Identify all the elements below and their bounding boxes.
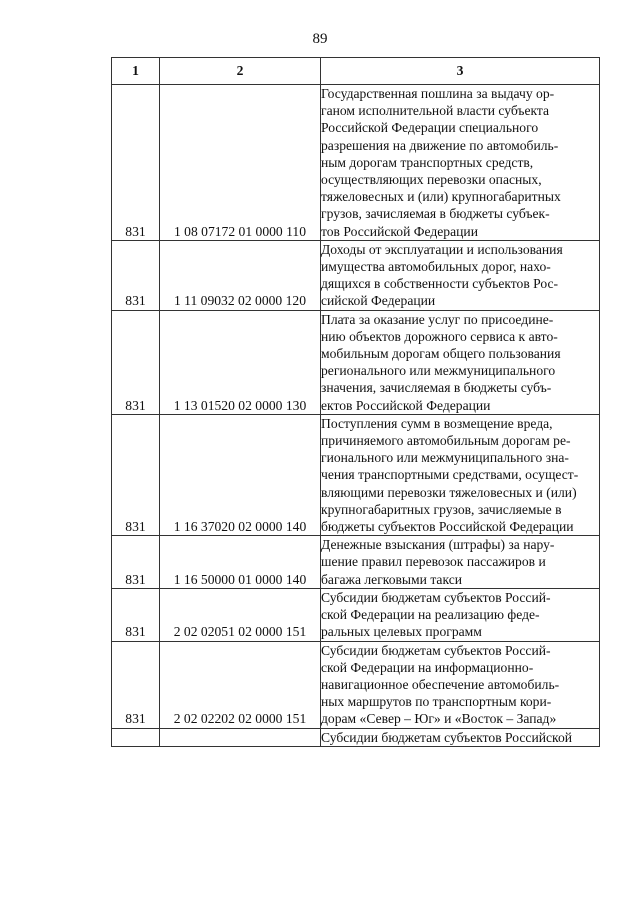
description-line: Российской Федерации специального (321, 120, 539, 136)
description-cell (321, 536, 600, 589)
description-line: значения, зачисляемая в бюджеты субъ- (321, 380, 552, 396)
description-line: Субсидии бюджетам субъектов Россий- (321, 642, 551, 658)
description-line: ных маршрутов по транспортным кори- (321, 694, 552, 710)
description-line: дящихся в собственности субъектов Рос- (321, 276, 559, 292)
revenue-code-cell: 1 13 01520 02 0000 130 (160, 310, 321, 414)
description-line: Доходы от эксплуатации и использования (321, 241, 563, 257)
description-cell (321, 85, 600, 241)
description-cell (321, 641, 600, 728)
description-line: бюджеты субъектов Российской Федерации (321, 519, 574, 535)
description-line: багажа легковыми такси (321, 571, 463, 587)
description-cell (321, 728, 600, 746)
description-line: Субсидии бюджетам субъектов Россий- (321, 589, 551, 605)
description-cell (321, 240, 600, 310)
revenue-code-cell: 1 08 07172 01 0000 110 (160, 85, 321, 241)
admin-code-cell: 831 (112, 588, 160, 641)
description-line: Субсидии бюджетам субъектов Российской (321, 729, 573, 745)
description-line: нию объектов дорожного сервиса к авто- (321, 328, 558, 344)
admin-code-cell (112, 728, 160, 746)
description-line: грузов, зачисляемая в бюджеты субъек- (321, 206, 550, 222)
table-row (112, 536, 600, 589)
description-line: дорам «Север – Юг» и «Восток – Запад» (321, 711, 557, 727)
page-number: 89 (312, 31, 328, 47)
description-line: крупногабаритных грузов, зачисляемые в (321, 501, 562, 517)
description-line: Плата за оказание услуг по присоедине- (321, 311, 554, 327)
description-line: вляющими перевозки тяжеловесных и (или) (321, 484, 577, 500)
description-line: разрешения на движение по автомобиль- (321, 137, 559, 153)
description-line: ральных целевых программ (321, 624, 482, 640)
table-row (112, 240, 600, 310)
table-row (112, 641, 600, 728)
revenue-code-cell: 2 02 02051 02 0000 151 (160, 588, 321, 641)
description-line: ным дорогам транспортных средств, (321, 154, 534, 170)
table-row (112, 728, 600, 746)
admin-code-cell: 831 (112, 536, 160, 589)
description-line: имущества автомобильных дорог, нахо- (321, 259, 551, 275)
table-row (112, 310, 600, 414)
table-row (112, 414, 600, 535)
revenue-code-cell: 1 16 37020 02 0000 140 (160, 414, 321, 535)
description-line: ской Федерации на информационно- (321, 659, 534, 675)
description-line: осуществляющих перевозки опасных, (321, 172, 542, 188)
header-col-3: 3 (321, 58, 600, 85)
admin-code-cell: 831 (112, 641, 160, 728)
revenue-code-cell: 2 02 02202 02 0000 151 (160, 641, 321, 728)
description-line: ганом исполнительной власти субъекта (321, 103, 550, 119)
budget-revenue-table (111, 57, 600, 747)
description-cell (321, 414, 600, 535)
description-line: тяжеловесных и (или) крупногабаритных (321, 189, 561, 205)
admin-code-cell: 831 (112, 414, 160, 535)
revenue-code-cell: 1 11 09032 02 0000 120 (160, 240, 321, 310)
description-line: Поступления сумм в возмещение вреда, (321, 415, 553, 431)
header-col-1: 1 (112, 58, 160, 85)
description-line: Денежные взыскания (штрафы) за нару- (321, 537, 555, 553)
admin-code-cell: 831 (112, 310, 160, 414)
admin-code-cell: 831 (112, 85, 160, 241)
description-line: чения транспортными средствами, осущест- (321, 467, 579, 483)
table-body (112, 85, 600, 747)
description-cell (321, 588, 600, 641)
description-cell (321, 310, 600, 414)
revenue-code-cell: 1 16 50000 01 0000 140 (160, 536, 321, 589)
description-line: ской Федерации на реализацию феде- (321, 607, 540, 623)
table-header-row (112, 58, 600, 85)
description-line: тов Российской Федерации (321, 223, 478, 239)
description-line: навигационное обеспечение автомобиль- (321, 676, 560, 692)
description-line: шение правил перевозок пассажиров и (321, 554, 546, 570)
description-line: гионального или межмуниципального зна- (321, 450, 569, 466)
description-line: мобильным дорогам общего пользования (321, 346, 561, 362)
table-row (112, 588, 600, 641)
description-line: регионального или межмуниципального (321, 363, 556, 379)
header-col-2: 2 (160, 58, 321, 85)
description-line: сийской Федерации (321, 293, 436, 309)
admin-code-cell: 831 (112, 240, 160, 310)
description-line: ектов Российской Федерации (321, 397, 491, 413)
description-line: причиняемого автомобильным дорогам ре- (321, 433, 571, 449)
table-row (112, 85, 600, 241)
description-line: Государственная пошлина за выдачу ор- (321, 86, 555, 101)
revenue-code-cell (160, 728, 321, 746)
